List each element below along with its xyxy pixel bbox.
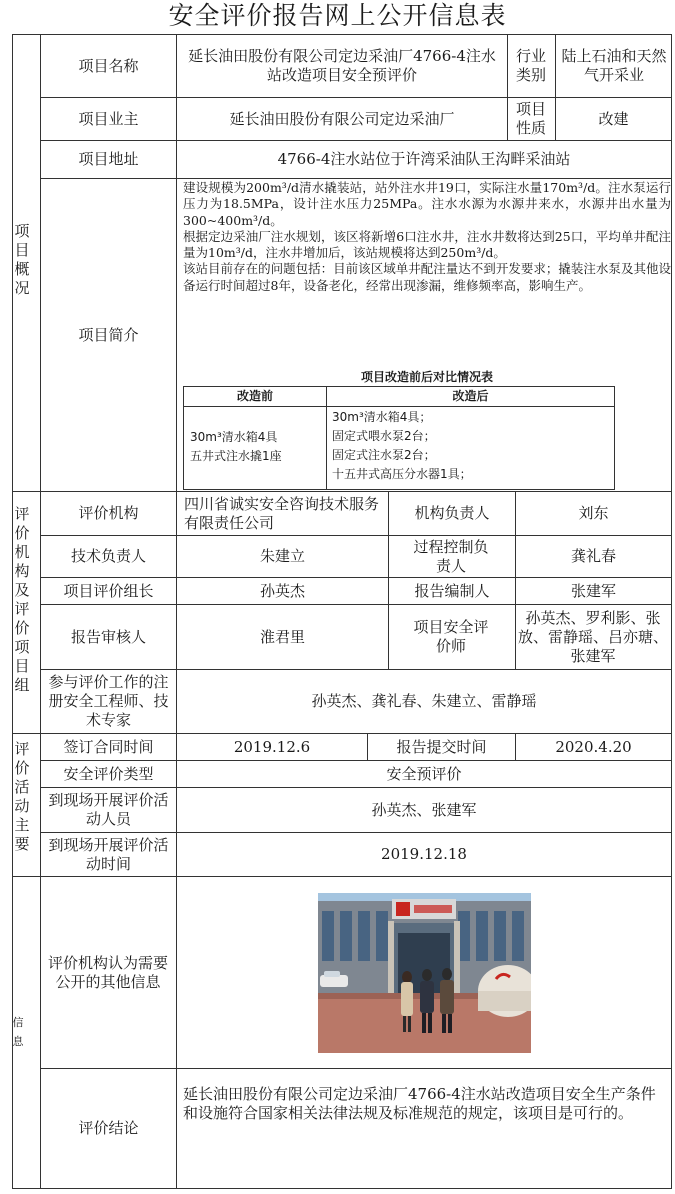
process-value: 龚礼春	[570, 547, 616, 565]
leader-label: 项目评价组长	[63, 581, 154, 600]
leader-value: 孙英杰	[259, 581, 305, 600]
industry-value: 陆上石油和天然气开采业	[561, 47, 667, 84]
reviewer-value: 淮君里	[259, 627, 305, 646]
date-value: 2019.12.18	[381, 845, 467, 863]
section-label-overview: 项 目 概 况	[14, 222, 30, 297]
intro-label: 项目简介	[78, 325, 139, 344]
agency-head-label: 机构负责人	[414, 504, 490, 522]
comparison-before-list	[190, 428, 324, 466]
comparison-after-item: 30m³清水箱4具；	[332, 410, 432, 424]
staff-value: 孙英杰、张建军	[371, 800, 477, 819]
engineers-label: 参与评价工作的注册安全工程师、技术专家	[48, 673, 169, 729]
page-title: 安全评价报告网上公开信息表	[168, 1, 507, 30]
comparison-before-item: 五井式注水撬1座	[190, 449, 282, 463]
comparison-after-header: 改造后	[452, 389, 489, 403]
type-value: 安全预评价	[386, 764, 462, 783]
intro-paragraph: 建设规模为200m³/d清水撬装站，站外注水井19口，实际注水量170m³/d。注水泵运行压力为18.5MPa，设计注水压力25MPa。注水水源为水源井来水，水源井出水量为300~400m³/d。	[183, 180, 671, 228]
intro-paragraph: 该站目前存在的问题包括：目前该区域单井配注量达不到开发要求；撬装注水泵及其他设备运行时间超过8年，设备老化，经常出现渗漏，维修频率高，影响生产。	[183, 261, 671, 293]
comparison-after-item: 十五井式高压分水器1具；	[332, 467, 472, 481]
nature-value: 改建	[598, 109, 629, 128]
writer-label: 报告编制人	[414, 581, 490, 600]
submit-value: 2020.4.20	[555, 737, 632, 756]
process-label: 过程控制负责人	[413, 537, 489, 575]
submit-label: 报告提交时间	[396, 737, 487, 756]
agency-value: 四川省诚实安全咨询技术服务有限责任公司	[184, 494, 380, 532]
section-label-info: 信 息	[12, 1016, 24, 1048]
comparison-after-list	[332, 408, 612, 484]
agency-head-value: 刘东	[578, 504, 609, 522]
address-label: 项目地址	[78, 150, 139, 168]
section-label-activity: 评 价 活 动 主 要	[14, 740, 30, 853]
conclusion-label: 评价结论	[78, 1119, 139, 1137]
comparison-title: 项目改造前后对比情况表	[360, 370, 493, 384]
reviewer-label: 报告审核人	[70, 627, 146, 646]
evaluator-label: 项目安全评价师	[413, 618, 489, 655]
owner-label: 项目业主	[78, 109, 139, 128]
section-label-org: 评 价 机 构 及 评 价 项 目 组	[14, 505, 30, 694]
conclusion-text: 延长油田股份有限公司定边采油厂4766-4注水站改造项目安全生产条件和设施符合国家相关法律法规及标准规范的规定，该项目是可行的。	[183, 1085, 656, 1122]
nature-label: 项目性质	[515, 100, 546, 137]
table-border-right	[671, 34, 672, 1189]
owner-value: 延长油田股份有限公司定边采油厂	[229, 109, 455, 128]
tech-label: 技术负责人	[70, 547, 146, 565]
comparison-after-item: 固定式注水泵2台；	[332, 448, 436, 462]
contract-value: 2019.12.6	[233, 737, 311, 756]
evaluator-value: 孙英杰、罗利影、张放、雷静瑶、吕亦瑭、张建军	[518, 608, 669, 665]
tech-value: 朱建立	[259, 547, 305, 565]
contract-label: 签订合同时间	[63, 737, 154, 756]
comparison-before-item: 30m³清水箱4具	[190, 430, 278, 444]
staff-label: 到现场开展评价活动人员	[48, 791, 169, 828]
project-intro	[183, 180, 671, 294]
writer-value: 张建军	[570, 581, 616, 600]
site-photo	[318, 893, 531, 1053]
comparison-after-item: 固定式喂水泵2台；	[332, 429, 436, 443]
other-info-label: 评价机构认为需要公开的其他信息	[48, 953, 169, 991]
date-label: 到现场开展评价活动时间	[48, 835, 169, 873]
agency-label: 评价机构	[78, 504, 139, 522]
type-label: 安全评价类型	[63, 764, 154, 783]
project-name: 延长油田股份有限公司定边采油厂4766-4注水站改造项目安全预评价	[188, 47, 496, 84]
project-name-label: 项目名称	[78, 56, 139, 75]
engineers-value: 孙英杰、龚礼春、朱建立、雷静瑶	[311, 692, 537, 710]
comparison-before-header: 改造前	[236, 389, 273, 403]
table-border-bottom	[12, 1188, 672, 1189]
address-value: 4766-4注水站位于许湾采油队王沟畔采油站	[277, 150, 571, 168]
site-photo-image	[318, 893, 531, 1053]
industry-label: 行业类别	[515, 47, 546, 84]
intro-paragraph: 根据定边采油厂注水规划，该区将新增6口注水井，注水井数将达到25口，平均单井配注量为10m³/d，注水井增加后，该站规模将达到250m³/d。	[183, 228, 671, 261]
